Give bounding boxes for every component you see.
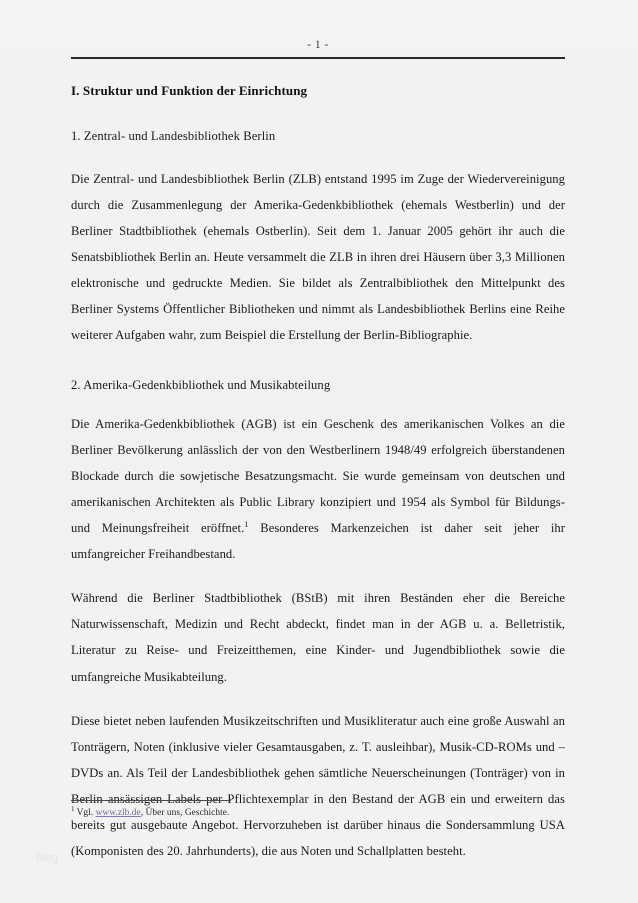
- paragraph-agb-text-after-footnote: Besonderes Markenzeichen ist daher seit jeher ihr umfangreicher Freihandbestand.: [71, 521, 565, 562]
- footnote-prefix-text: Vgl.: [76, 808, 96, 818]
- footnote-number: 1: [71, 804, 75, 813]
- paragraph-musikabteilung: Diese bietet neben laufenden Musikzeitschriften und Musikliteratur auch eine große Auswahl an Tonträgern, Noten (inklusive vieler Gesamtausgaben, z. T. ausleihbar), Musik-CD-ROMs und –DVDs an. Als Teil der Landesbibliothek gehen sämtliche Neuerscheinungen (Tonträger) von in Berlin ansässigen Labels per Pflichtexemplar in den Bestand der AGB ein und erweitern das bereits gut ausgebaute Angebot. Hervorzuheben ist darüber hinaus die Sondersammlung USA (Komponisten des 20. Jahrhunderts), die aus Noten und Schallplatten besteht.: [71, 713, 565, 858]
- page-content: [71, 0, 565, 903]
- page-watermark: blog: [36, 852, 59, 864]
- paragraph-agb-text-before-footnote: Die Amerika-Gedenkbibliothek (AGB) ist ein Geschenk des amerikanischen Volkes an die Berliner Bevölkerung anlässlich der von den Westberlinern 1948/49 erfolgreich überstandenen Blockade durch die sowjetische Besatzungsmacht. Sie wurde gemeinsam von deutschen und amerikanischen Architekten als Public Library konzipiert und 1954 als Symbol für Bildungs- und Meinungsfreiheit eröffnet.: [71, 416, 565, 536]
- footnote-reference-marker[interactable]: 1: [244, 520, 249, 529]
- subsection-heading-2: 2. Amerika-Gedenkbibliothek und Musikabteilung: [71, 377, 331, 392]
- footnote-url-link[interactable]: www.zlb.de: [95, 808, 141, 818]
- section-heading: I. Struktur und Funktion der Einrichtung: [71, 82, 308, 98]
- footnote-suffix-text: , Über uns, Geschichte.: [140, 808, 230, 818]
- page-number: - 1 -: [307, 39, 329, 51]
- footnote-separator-rule: [71, 800, 231, 801]
- header-rule: [71, 57, 565, 59]
- footnote-area: [71, 800, 565, 821]
- page-header: [71, 40, 565, 59]
- footnote-entry: [71, 804, 565, 821]
- subsection-heading-1: 1. Zentral- und Landesbibliothek Berlin: [71, 128, 276, 143]
- paragraph-agb: [71, 411, 565, 567]
- paragraph-zlb: Die Zentral- und Landesbibliothek Berlin (ZLB) entstand 1995 im Zuge der Wiedervereinigung durch die Zusammenlegung der Amerika-Gedenkbibliothek (ehemals Westberlin) und der Berliner Stadtbibliothek (ehemals Ostberlin). Seit dem 1. Januar 2005 gehört ihr auch die Senatsbibliothek Berlin an. Heute versammelt die ZLB in ihren drei Häusern über 3,3 Millionen elektronische und gedruckte Medien. Sie bildet als Zentralbibliothek den Mittelpunkt des Berliner Systems Öffentlicher Bibliotheken und nimmt als Landesbibliothek Berlins eine Reihe weiterer Aufgaben wahr, zum Beispiel die Erstellung der Berlin-Bibliographie.: [71, 171, 565, 342]
- paragraph-bstb: Während die Berliner Stadtbibliothek (BStB) mit ihren Beständen eher die Bereiche Naturwissenschaft, Medizin und Recht abdeckt, findet man in der AGB u. a. Belletristik, Literatur zu Reise- und Freizeitthemen, eine Kinder- und Jugendbibliothek sowie die umfangreiche Musikabteilung.: [71, 591, 565, 684]
